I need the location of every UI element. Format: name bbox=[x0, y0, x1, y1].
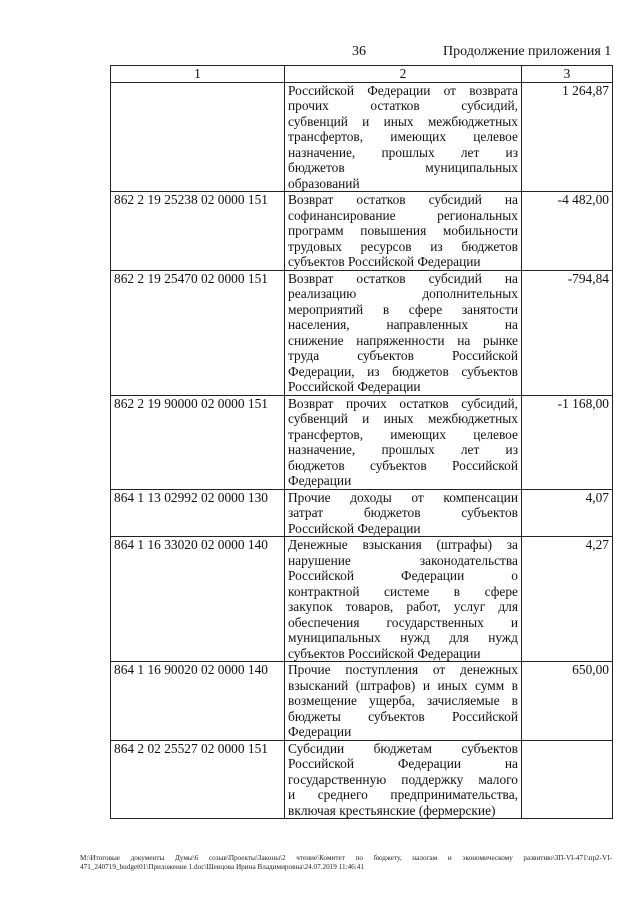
budget-code-cell bbox=[111, 82, 285, 192]
column-header-3: 3 bbox=[522, 66, 613, 83]
budget-table bbox=[110, 65, 613, 819]
description-cell bbox=[285, 489, 522, 537]
description-line: программ повышения мобильности bbox=[288, 223, 518, 238]
description-line: возмещение ущерба, зачисляемые в bbox=[288, 693, 518, 708]
description-line: трудовых ресурсов из бюджетов bbox=[288, 238, 518, 254]
description-cell bbox=[285, 740, 522, 819]
description-line: Российской Федерации на bbox=[288, 756, 518, 771]
description-line: бюджетов муниципальных bbox=[288, 160, 518, 175]
description-line: софинансирование региональных bbox=[288, 207, 518, 223]
budget-code-cell: 862 2 19 90000 02 0000 151 bbox=[111, 395, 285, 489]
table-row bbox=[111, 489, 613, 537]
budget-code-cell: 864 1 16 90020 02 0000 140 bbox=[111, 662, 285, 741]
description-line: и среднего предпринимательства, bbox=[288, 787, 518, 802]
amount-cell: 1 264,87 bbox=[522, 82, 613, 192]
description-line: Возврат прочих остатков субсидий, bbox=[288, 395, 518, 411]
column-header-2: 2 bbox=[285, 66, 522, 83]
budget-code-cell: 864 2 02 25527 02 0000 151 bbox=[111, 740, 285, 819]
description-cell bbox=[285, 192, 522, 271]
description-line: трансфертов, имеющих целевое bbox=[288, 129, 518, 144]
description-line: субъектов Российской Федерации bbox=[288, 254, 481, 269]
description-line: Федерации, из бюджетов субъектов bbox=[288, 363, 518, 379]
description-cell bbox=[285, 537, 522, 662]
description-line: взысканий (штрафов) и иных сумм в bbox=[288, 677, 518, 693]
amount-cell: -1 168,00 bbox=[522, 395, 613, 489]
description-line: Возврат остатков субсидий на bbox=[288, 270, 518, 286]
table-body bbox=[111, 82, 613, 819]
page-number: 36 bbox=[352, 44, 366, 59]
amount-cell: 650,00 bbox=[522, 662, 613, 741]
description-line: мероприятий в сфере занятости bbox=[288, 301, 518, 317]
continuation-label: Продолжение приложения 1 bbox=[443, 44, 612, 59]
amount-cell: -4 482,00 bbox=[522, 192, 613, 271]
description-line: образований bbox=[288, 175, 360, 191]
description-line: Российской Федерации от возврата bbox=[288, 82, 518, 98]
table-row bbox=[111, 395, 613, 489]
description-line: затрат бюджетов субъектов bbox=[288, 505, 518, 520]
description-cell bbox=[285, 662, 522, 741]
table-row bbox=[111, 82, 613, 192]
description-cell bbox=[285, 82, 522, 192]
description-line: бюджеты субъектов Российской bbox=[288, 708, 518, 724]
description-line: Субсидии бюджетам субъектов bbox=[288, 740, 518, 756]
description-line: Денежные взыскания (штрафы) за bbox=[288, 537, 518, 552]
description-cell bbox=[285, 395, 522, 489]
description-line: закупок товаров, работ, услуг для bbox=[288, 599, 518, 614]
description-line: Прочие поступления от денежных bbox=[288, 662, 518, 677]
table-row bbox=[111, 740, 613, 819]
description-line: субвенций и иных межбюджетных bbox=[288, 411, 518, 426]
description-line: субъектов Российской Федерации bbox=[288, 645, 481, 661]
amount-cell: 4,07 bbox=[522, 489, 613, 537]
description-line: назначение, прошлых лет из bbox=[288, 144, 518, 160]
budget-code-cell: 864 1 13 02992 02 0000 130 bbox=[111, 489, 285, 537]
amount-cell bbox=[522, 740, 613, 819]
amount-cell: -794,84 bbox=[522, 270, 613, 395]
description-line: труда субъектов Российской bbox=[288, 348, 518, 363]
table-row bbox=[111, 270, 613, 395]
table-header-row bbox=[111, 66, 613, 83]
description-line: Российской Федерации bbox=[288, 379, 421, 394]
description-line: назначение, прошлых лет из bbox=[288, 442, 518, 457]
description-line: контрактной системе в сфере bbox=[288, 583, 518, 599]
description-cell bbox=[285, 270, 522, 395]
budget-code-cell: 862 2 19 25470 02 0000 151 bbox=[111, 270, 285, 395]
description-line: Возврат остатков субсидий на bbox=[288, 192, 518, 207]
description-line: Прочие доходы от компенсации bbox=[288, 489, 518, 505]
table-row bbox=[111, 192, 613, 271]
description-line: муниципальных нужд для нужд bbox=[288, 630, 518, 645]
description-line: Федерации bbox=[288, 473, 352, 488]
budget-code-cell: 862 2 19 25238 02 0000 151 bbox=[111, 192, 285, 271]
description-line: реализацию дополнительных bbox=[288, 286, 518, 301]
table-row bbox=[111, 537, 613, 662]
description-line: трансфертов, имеющих целевое bbox=[288, 426, 518, 442]
description-line: бюджетов субъектов Российской bbox=[288, 457, 518, 473]
file-path-footer: M:\Итоговые документы Думы\6 созыв\Проекты\Законы\2 чтение\Комитет по бюджету, налогам и экономическому развитию\ЗП-VI-471\пр2-VI-471_240719_budget01\Приложение 1.doc\Шевцова Ирина Владимировна\24.07.2019 11:46:41 bbox=[80, 854, 612, 871]
description-line: населения, направленных на bbox=[288, 317, 518, 332]
description-line: государственную поддержку малого bbox=[288, 771, 518, 787]
amount-cell: 4,27 bbox=[522, 537, 613, 662]
column-header-1: 1 bbox=[111, 66, 285, 83]
description-line: Российской Федерации bbox=[288, 520, 421, 536]
description-line: включая крестьянские (фермерские) bbox=[288, 802, 496, 818]
description-line: субвенций и иных межбюджетных bbox=[288, 113, 518, 129]
description-line: Федерации bbox=[288, 724, 352, 739]
description-line: снижение напряженности на рынке bbox=[288, 332, 518, 348]
budget-code-cell: 864 1 16 33020 02 0000 140 bbox=[111, 537, 285, 662]
description-line: прочих остатков субсидий, bbox=[288, 98, 518, 113]
description-line: Российской Федерации о bbox=[288, 568, 518, 583]
description-line: нарушение законодательства bbox=[288, 552, 518, 568]
table-row bbox=[111, 662, 613, 741]
description-line: обеспечения государственных и bbox=[288, 614, 518, 630]
